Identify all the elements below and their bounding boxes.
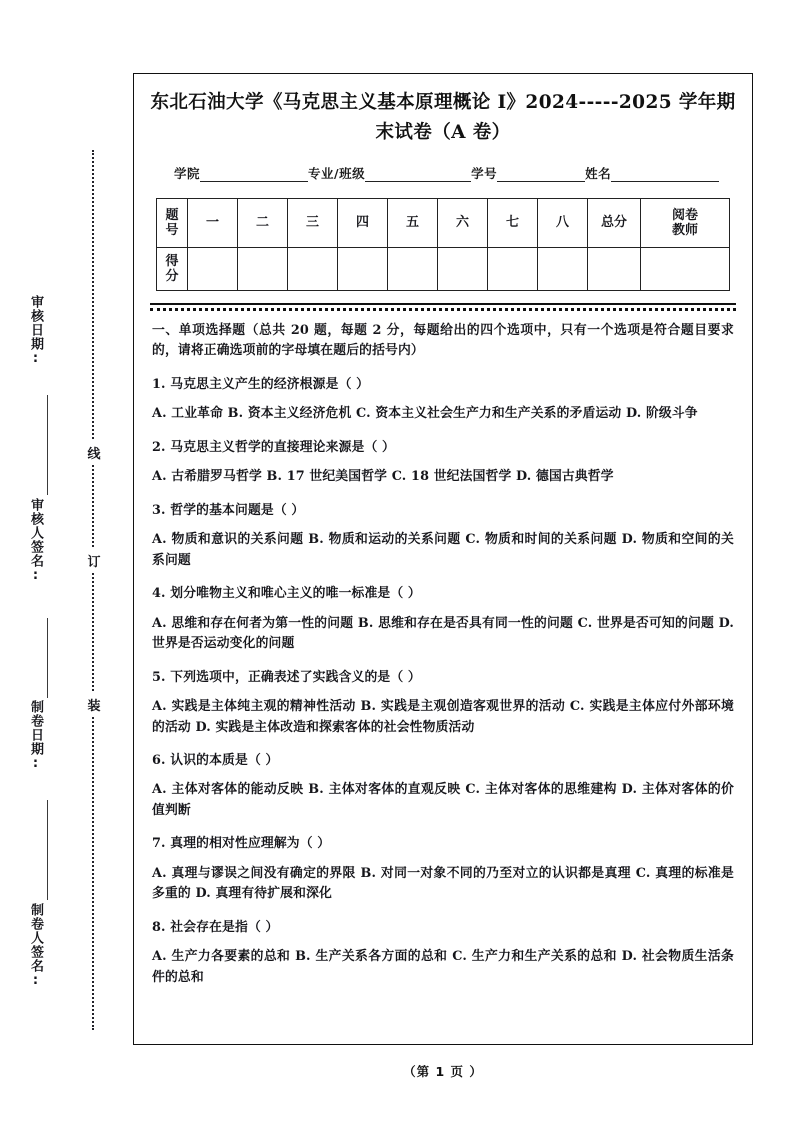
score-cell-1[interactable] [188,247,238,290]
section-heading: 一、单项选择题（总共 20 题，每题 2 分，每题给出的四个选项中，只有一个选项是符合题目要求的，请将正确选项前的字母填在题后的括号内） [152,322,734,359]
question-8-options: A. 生产力各要素的总和 B. 生产关系各方面的总和 C. 生产力和生产关系的总和 D. 社会物质生活条件的总和 [152,949,734,985]
score-col-7: 七 [488,198,538,247]
page-title [150,88,736,148]
margin-divider-3 [47,800,48,900]
field-student-id-blank[interactable] [497,168,585,182]
score-col-1: 一 [188,198,238,247]
question-6-stem: 6. 认识的本质是（ ） [152,752,279,768]
score-col-8: 八 [538,198,588,247]
score-col-5: 五 [388,198,438,247]
question-5-options: A. 实践是主体纯主观的精神性活动 B. 实践是主观创造客观世界的活动 C. 实践是主体应付外部环境的活动 D. 实践是主体改造和探索客体的社会性物质活动 [152,699,734,735]
question-4-options: A. 思维和存在何者为第一性的问题 B. 思维和存在是否具有同一性的问题 C. 世界是否可知的问题 D. 世界是否运动变化的问题 [152,615,734,652]
question-5-stem: 5. 下列选项中，正确表述了实践含义的是（ ） [152,669,421,685]
question-1-stem: 1. 马克思主义产生的经济根源是（ ） [152,376,370,392]
grader-char-1: 阅卷 [671,207,698,223]
margin-divider-2 [47,618,48,698]
margin-label-reviewer-signature: 审核人签名: [28,498,43,584]
question-3-options: A. 物质和意识的关系问题 B. 物质和运动的关系问题 C. 物质和时间的关系问题 D. 物质和空间的关系问题 [152,532,734,568]
score-table-wrapper [150,198,736,291]
binding-char-bind: 装 [84,692,104,717]
binding-char-line: 线 [84,440,104,465]
field-college-label: 学院 [174,165,201,181]
score-col-6: 六 [438,198,488,247]
page-title-line1: 东北石油大学《马克思主义基本原理概论 I》2024-----2025 学年期 [150,92,736,113]
score-cell-total[interactable] [588,247,641,290]
binding-char-staple: 订 [84,548,104,573]
question-2-options: A. 古希腊罗马哲学 B. 17 世纪美国哲学 C. 18 世纪法国哲学 D. 德国古典哲学 [152,469,614,485]
score-cell-5[interactable] [388,247,438,290]
field-college-blank[interactable] [200,168,308,182]
score-cell-4[interactable] [338,247,388,290]
field-major-class [308,164,471,182]
score-cell-3[interactable] [288,247,338,290]
question-4-stem: 4. 划分唯物主义和唯心主义的唯一标准是（ ） [152,586,421,602]
score-table-value-row [157,247,730,290]
field-name-blank[interactable] [611,168,719,182]
questions-body [150,321,736,988]
field-college [174,164,308,182]
student-info-line [150,164,736,182]
stub-char-2: 号 [165,222,179,238]
margin-label-preparer-signature: 制卷人签名: [28,903,43,989]
grader-char-2: 教师 [671,222,698,238]
question-8-stem: 8. 社会存在是指（ ） [152,919,279,935]
field-student-id [471,164,585,182]
score-col-total: 总分 [588,198,641,247]
page-footer [133,1062,753,1080]
exam-paper-sheet [133,73,753,1045]
score-col-4: 四 [338,198,388,247]
page-number-label: （第 1 页 ） [403,1064,483,1079]
question-6-options: A. 主体对客体的能动反映 B. 主体对客体的直观反映 C. 主体对客体的思维建构 D. 主体对客体的价值判断 [152,782,734,818]
score-stub-char-2: 分 [165,268,179,284]
score-cell-6[interactable] [438,247,488,290]
score-table-stub-score [157,247,188,290]
question-3-stem: 3. 哲学的基本问题是（ ） [152,502,305,518]
score-stub-char-1: 得 [165,253,179,269]
field-major-class-label: 专业/班级 [308,165,366,181]
binding-dotted-line [92,150,96,1030]
margin-label-review-date: 审核日期: [28,295,43,367]
score-cell-2[interactable] [238,247,288,290]
question-2-stem: 2. 马克思主义哲学的直接理论来源是（ ） [152,439,395,455]
separator-solid-rule [150,303,736,305]
field-major-class-blank[interactable] [365,168,471,182]
score-table-stub-question-no [157,198,188,247]
question-1-options: A. 工业革命 B. 资本主义经济危机 C. 资本主义社会生产力和生产关系的矛盾运动 D. 阶级斗争 [152,406,698,422]
field-student-id-label: 学号 [471,165,498,181]
question-7-options: A. 真理与谬误之间没有确定的界限 B. 对同一对象不同的乃至对立的认识都是真理 C. 真理的标准是多重的 D. 真理有待扩展和深化 [152,865,734,902]
score-col-2: 二 [238,198,288,247]
stub-char-1: 题 [165,207,179,223]
score-col-3: 三 [288,198,338,247]
score-cell-7[interactable] [488,247,538,290]
field-name [585,164,719,182]
margin-label-prepare-date: 制卷日期: [28,700,43,772]
question-7-stem: 7. 真理的相对性应理解为（ ） [152,836,331,852]
score-col-grader [641,198,730,247]
score-table-header-row [157,198,730,247]
separator-dotted-rule [150,308,736,311]
score-cell-grader[interactable] [641,247,730,290]
page-title-line2: 末试卷（A 卷） [375,121,511,143]
field-name-label: 姓名 [585,165,612,181]
left-margin [0,0,133,1122]
margin-divider-1 [47,395,48,495]
score-table [156,198,730,291]
score-cell-8[interactable] [538,247,588,290]
